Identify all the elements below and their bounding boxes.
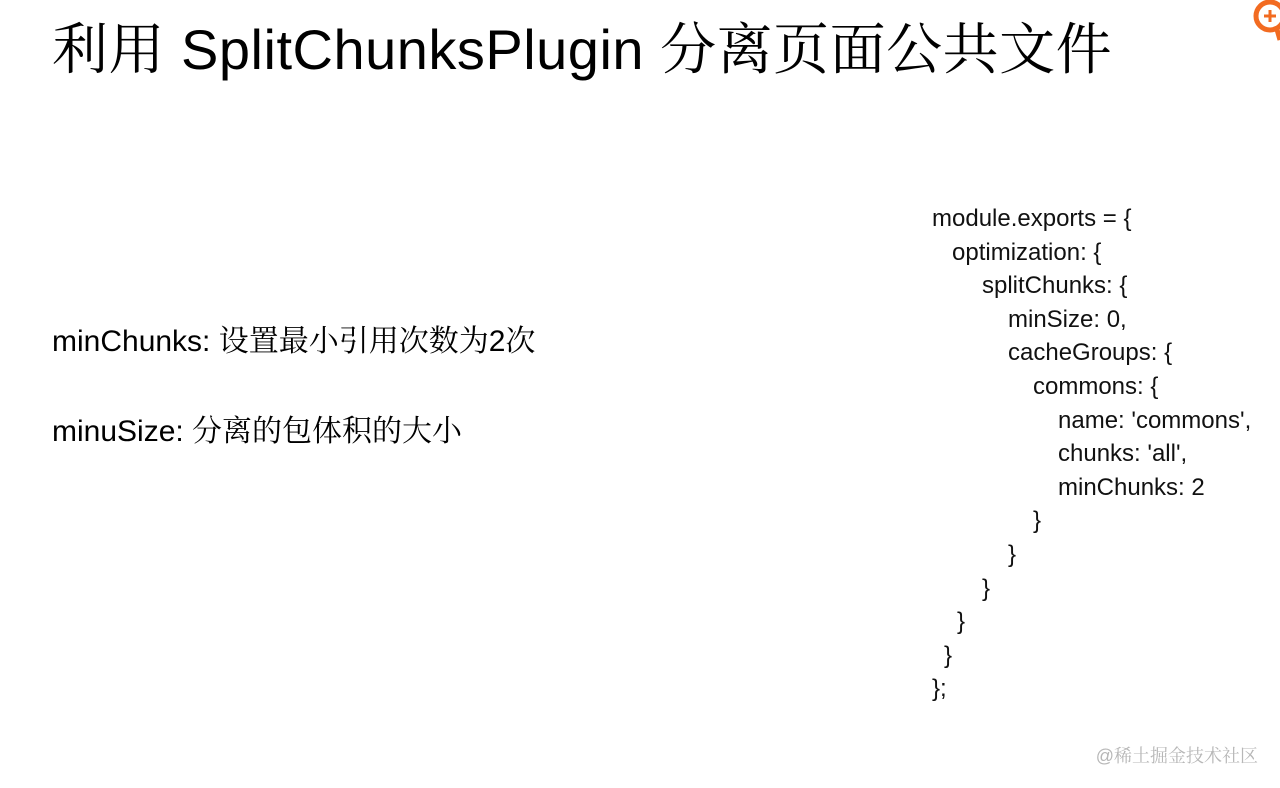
code-line: commons: { bbox=[1033, 372, 1159, 400]
code-line: name: 'commons', bbox=[1058, 406, 1252, 434]
slide-title: 利用 SplitChunksPlugin 分离页面公共文件 bbox=[52, 18, 1113, 81]
code-line: } bbox=[1033, 507, 1042, 535]
code-line: } bbox=[957, 608, 966, 636]
code-line: optimization: { bbox=[952, 238, 1102, 266]
watermark: @稀土掘金技术社区 bbox=[1095, 746, 1258, 766]
code-line: minChunks: 2 bbox=[1058, 473, 1205, 501]
code-line: cacheGroups: { bbox=[1008, 339, 1173, 367]
bullet-min-size: minuSize: 分离的包体积的大小 bbox=[52, 415, 463, 448]
code-line: }; bbox=[932, 675, 947, 703]
bullet-min-chunks: minChunks: 设置最小引用次数为2次 bbox=[52, 325, 536, 358]
code-line: minSize: 0, bbox=[1008, 305, 1127, 333]
code-line: } bbox=[982, 574, 991, 602]
code-line: module.exports = { bbox=[932, 205, 1132, 232]
bullet-list bbox=[52, 322, 535, 452]
code-snippet bbox=[932, 202, 1251, 706]
code-line: } bbox=[1008, 540, 1017, 568]
brand-logo-icon bbox=[1246, 0, 1280, 44]
code-line: chunks: 'all', bbox=[1058, 440, 1188, 468]
code-line: } bbox=[944, 641, 953, 669]
code-line: splitChunks: { bbox=[982, 272, 1128, 300]
